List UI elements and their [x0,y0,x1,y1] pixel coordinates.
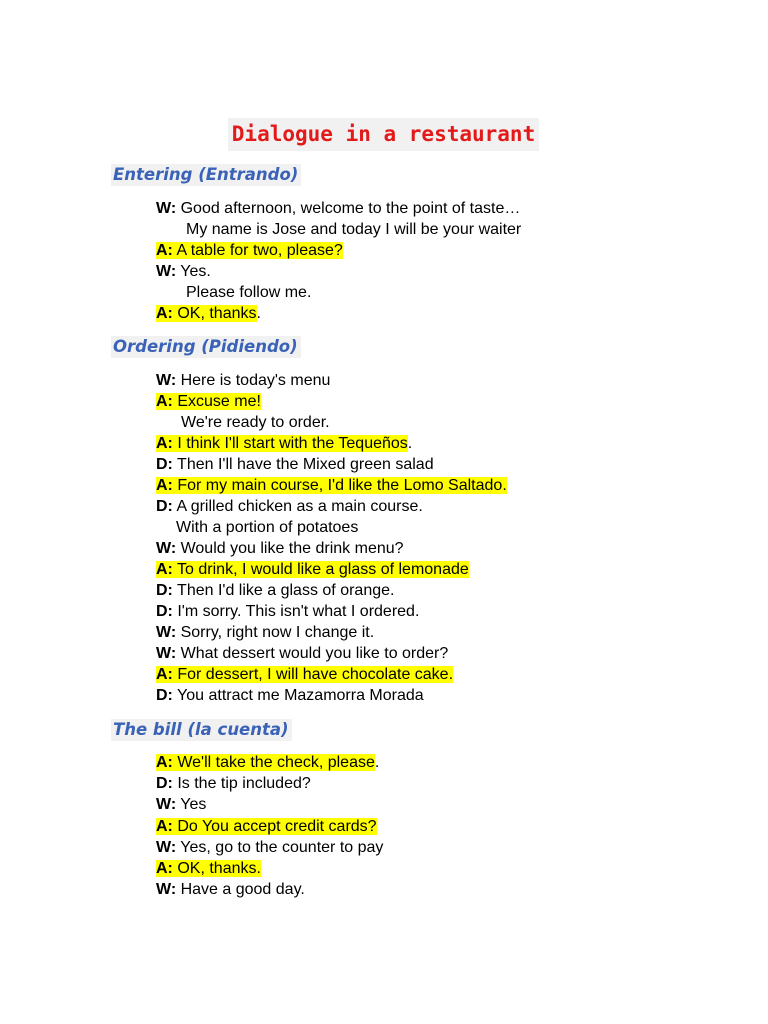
speaker-label: W: [156,796,177,813]
dialogue-line [156,538,404,559]
line-text: I think I'll start with the Tequeños [177,435,408,452]
speaker-label: A: [156,305,173,322]
line-text: Have a good day. [180,881,305,898]
speaker-label: D: [156,775,173,792]
speaker-label: D: [156,603,173,620]
dialogue-line [156,685,424,706]
line-text: A table for two, please? [176,242,343,259]
dialogue-line [156,433,412,454]
dialogue-line [156,198,520,219]
speaker-label: W: [156,645,177,662]
section-heading-entering: Entering (Entrando) [111,164,301,186]
speaker-label: W: [156,624,177,641]
dialogue-line [156,303,261,324]
speaker-label: W: [156,540,177,557]
dialogue-line [156,858,261,879]
dialogue-line [181,412,330,433]
dialogue-line [186,282,311,303]
dialogue-line [156,643,448,664]
speaker-label: A: [156,477,173,494]
line-text: For my main course, I'd like the Lomo Saltado. [177,477,507,494]
line-text: We'll take the check, please [177,754,375,771]
line-text: Excuse me! [177,393,261,410]
title-wrapper [0,118,768,151]
dialogue-line [156,475,507,496]
line-text: To drink, I would like a glass of lemonade [177,561,469,578]
dialogue-line [186,219,521,240]
line-text: Sorry, right now I change it. [180,624,375,641]
speaker-label: D: [156,498,173,515]
dialogue-line [156,816,377,837]
dialogue-line [156,879,305,900]
line-text: OK, thanks. [177,860,261,877]
dialogue-line [156,752,379,773]
speaker-label: W: [156,263,177,280]
speaker-label: A: [156,666,173,683]
line-trailing-punct: . [407,435,413,452]
line-text: I'm sorry. This isn't what I ordered. [177,603,420,620]
speaker-label: A: [156,242,173,259]
dialogue-line [156,559,469,580]
line-text: Here is today's menu [180,372,331,389]
line-text: A grilled chicken as a main course. [176,498,423,515]
dialogue-line [156,794,206,815]
dialogue-line [156,370,330,391]
dialogue-line [156,622,374,643]
line-text: With a portion of potatoes [176,519,359,536]
line-text: For dessert, I will have chocolate cake. [177,666,454,683]
line-text: What dessert would you like to order? [180,645,449,662]
section-heading-bill: The bill (la cuenta) [111,719,292,741]
dialogue-line [156,664,453,685]
speaker-label: A: [156,393,173,410]
dialogue-line [156,240,343,261]
dialogue-line [156,454,434,475]
dialogue-line [156,601,419,622]
dialogue-line [156,496,423,517]
speaker-label: W: [156,200,177,217]
speaker-label: D: [156,687,173,704]
speaker-label: W: [156,839,177,856]
dialogue-line [156,261,211,282]
line-text: Yes. [180,263,211,280]
speaker-label: A: [156,860,173,877]
speaker-label: D: [156,456,173,473]
dialogue-line [176,517,358,538]
speaker-label: A: [156,561,173,578]
speaker-label: A: [156,435,173,452]
line-text: Please follow me. [186,284,312,301]
page-title: Dialogue in a restaurant [228,118,539,151]
line-text: Yes, go to the counter to pay [180,839,384,856]
line-trailing-punct: . [374,754,380,771]
line-text: My name is Jose and today I will be your waiter [186,221,522,238]
dialogue-line [156,773,311,794]
line-text: Yes [180,796,207,813]
line-text: Would you like the drink menu? [180,540,404,557]
dialogue-line [156,391,261,412]
speaker-label: W: [156,372,177,389]
dialogue-line [156,837,383,858]
line-text: Then I'd like a glass of orange. [177,582,395,599]
line-trailing-punct: . [256,305,261,322]
dialogue-line [156,580,394,601]
line-text: We're ready to order. [181,414,330,431]
line-text: Is the tip included? [177,775,311,792]
line-text: Then I'll have the Mixed green salad [177,456,434,473]
line-text: Do You accept credit cards? [177,818,377,835]
speaker-label: A: [156,818,173,835]
speaker-label: D: [156,582,173,599]
speaker-label: A: [156,754,173,771]
line-text: Good afternoon, welcome to the point of taste… [180,200,521,217]
line-text: OK, thanks [177,305,257,322]
speaker-label: W: [156,881,177,898]
line-text: You attract me Mazamorra Morada [177,687,424,704]
section-heading-ordering: Ordering (Pidiendo) [111,336,301,358]
